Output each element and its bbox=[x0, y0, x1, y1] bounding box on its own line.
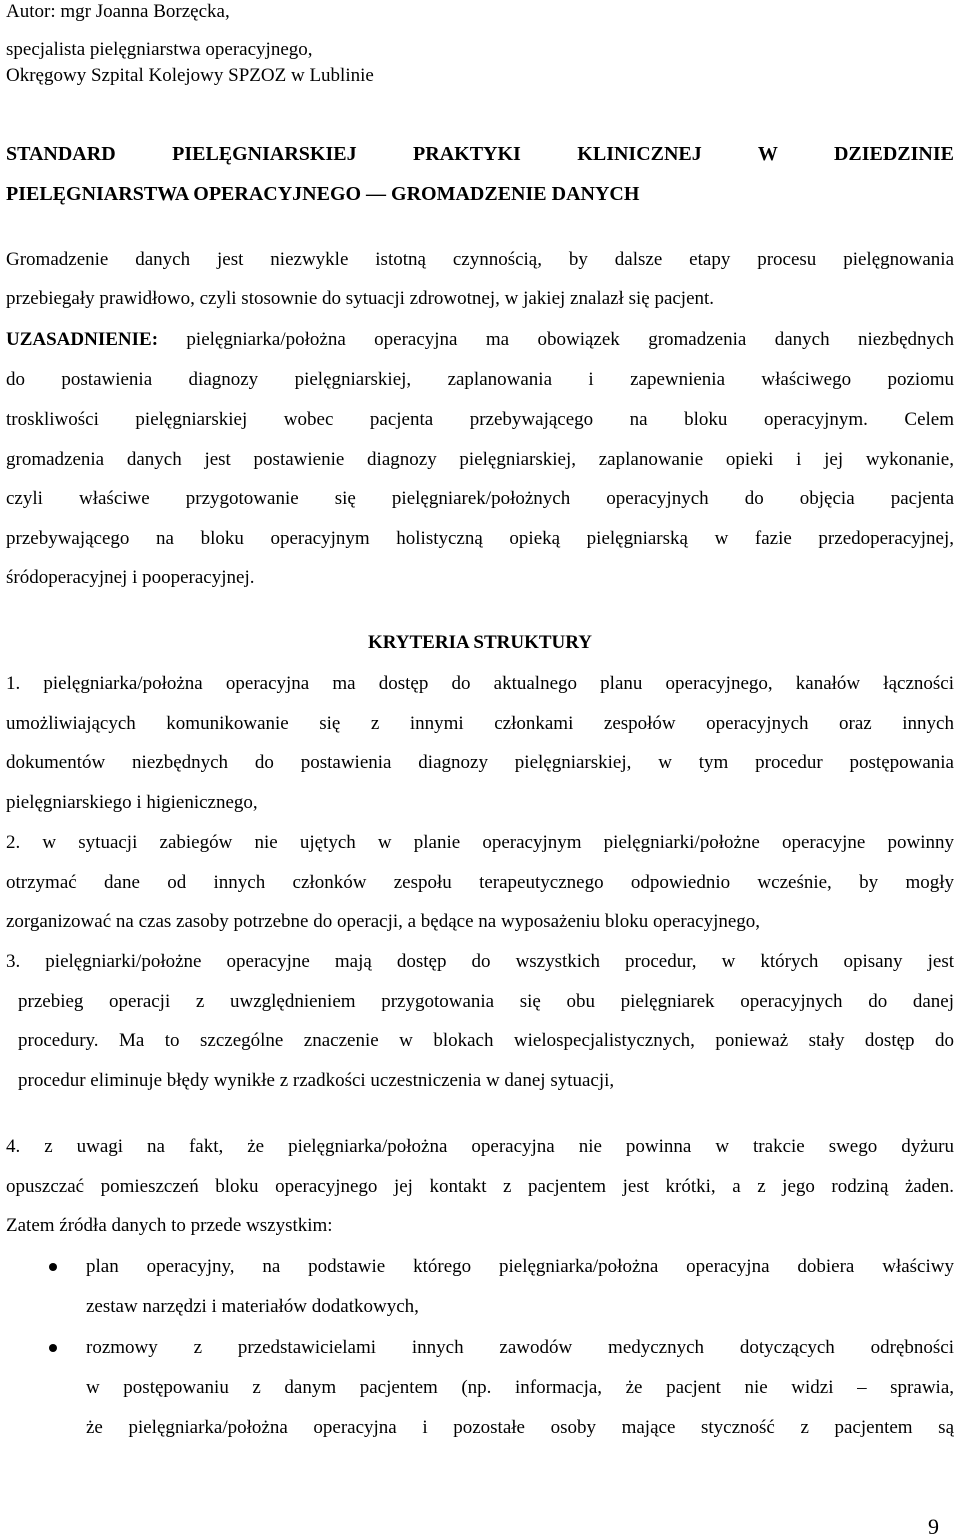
item-1-line-4: pielęgniarskiego i higienicznego, bbox=[6, 792, 258, 813]
justification-line-2: do postawienia diagnozy pielęgniarskiej, zaplanowania i zapewnienia właściwego poziomu bbox=[6, 369, 954, 390]
justification-line-5: czyli właściwe przygotowanie się pielęgniarek/położnych operacyjnych do objęcia pacjenta bbox=[6, 488, 954, 509]
bullet-2-line-2: w postępowaniu z danym pacjentem (np. informacja, że pacjent nie widzi – sprawia, bbox=[86, 1377, 954, 1398]
bullet-icon bbox=[49, 1263, 57, 1271]
item-4-line-3: Zatem źródła danych to przede wszystkim: bbox=[6, 1215, 333, 1236]
justification-line-6: przebywającego na bloku operacyjnym holistyczną opieką pielęgniarską w fazie przedoperacyjnej, bbox=[6, 528, 954, 549]
item-3-line-3: procedury. Ma to szczególne znaczenie w blokach wielospecjalistycznych, ponieważ stały dostęp do bbox=[18, 1030, 954, 1051]
item-1-line-3: dokumentów niezbędnych do postawienia diagnozy pielęgniarskiej, w tym procedur postępowania bbox=[6, 752, 954, 773]
document-title-line-2: PIELĘGNIARSTWA OPERACYJNEGO — GROMADZENIE DANYCH bbox=[6, 183, 640, 205]
justification-line-3: troskliwości pielęgniarskiej wobec pacjenta przebywającego na bloku operacyjnym. Celem bbox=[6, 409, 954, 430]
item-3-line-4: procedur eliminuje błędy wynikłe z rzadkości uczestniczenia w danej sytuacji, bbox=[18, 1070, 615, 1091]
item-1-line-2: umożliwiających komunikowanie się z innymi członkami zespołów operacyjnych oraz innych bbox=[6, 713, 954, 734]
justification-line-7: śródoperacyjnej i pooperacyjnej. bbox=[6, 567, 255, 588]
bullet-2-line-3: że pielęgniarka/położna operacyjna i pozostałe osoby mające styczność z pacjentem są bbox=[86, 1417, 954, 1438]
bullet-1-line-1: plan operacyjny, na podstawie którego pielęgniarka/położna operacyjna dobiera właściwy bbox=[86, 1256, 954, 1277]
justification-line-4: gromadzenia danych jest postawienie diagnozy pielęgniarskiej, zaplanowanie opieki i jej wykonanie, bbox=[6, 449, 954, 470]
section-heading: KRYTERIA STRUKTURY bbox=[367, 632, 593, 653]
page-number: 9 bbox=[928, 1514, 939, 1539]
item-1-line-1: 1. pielęgniarka/położna operacyjna ma dostęp do aktualnego planu operacyjnego, kanałów łączności bbox=[6, 673, 954, 694]
author-name: Autor: mgr Joanna Borzęcka, bbox=[6, 1, 230, 22]
author-title: specjalista pielęgniarstwa operacyjnego, bbox=[6, 39, 313, 60]
document-title-line-1: STANDARD PIELĘGNIARSKIEJ PRAKTYKI KLINICZNEJ W DZIEDZINIE bbox=[6, 143, 954, 165]
intro-line-1: Gromadzenie danych jest niezwykle istotną czynnością, by dalsze etapy procesu pielęgnowania bbox=[6, 249, 954, 270]
item-2-line-2: otrzymać dane od innych członków zespołu terapeutycznego odpowiednio wcześnie, by mogły bbox=[6, 872, 954, 893]
bullet-1-line-2: zestaw narzędzi i materiałów dodatkowych, bbox=[86, 1296, 419, 1317]
item-4-line-1: 4. z uwagi na fakt, że pielęgniarka/położna operacyjna nie powinna w trakcie swego dyżuru bbox=[6, 1136, 954, 1157]
justification-line-1 bbox=[6, 328, 954, 352]
item-2-line-1: 2. w sytuacji zabiegów nie ujętych w planie operacyjnym pielęgniarki/położne operacyjne powinny bbox=[6, 832, 954, 853]
bullet-2-line-1: rozmowy z przedstawicielami innych zawodów medycznych dotyczących odrębności bbox=[86, 1337, 954, 1358]
justification-label: UZASADNIENIE: bbox=[6, 329, 159, 350]
item-2-line-3: zorganizować na czas zasoby potrzebne do operacji, a będące na wyposażeniu bloku operacyjnego, bbox=[6, 911, 761, 932]
item-3-line-2: przebieg operacji z uwzględnieniem przygotowania się obu pielęgniarek operacyjnych do danej bbox=[18, 991, 954, 1012]
item-4-line-2: opuszczać pomieszczeń bloku operacyjnego jej kontakt z pacjentem jest krótki, a z jego rodziną żaden. bbox=[6, 1176, 954, 1197]
bullet-icon bbox=[49, 1344, 57, 1352]
author-affiliation: Okręgowy Szpital Kolejowy SPZOZ w Lublinie bbox=[6, 65, 374, 86]
justification-text: pielęgniarka/położna operacyjna ma obowiązek gromadzenia danych niezbędnych bbox=[158, 329, 954, 350]
intro-line-2: przebiegały prawidłowo, czyli stosownie do sytuacji zdrowotnej, w jakiej znalazł się pacjent. bbox=[6, 288, 715, 309]
item-3-line-1: 3. pielęgniarki/położne operacyjne mają dostęp do wszystkich procedur, w których opisany jest bbox=[6, 951, 954, 972]
